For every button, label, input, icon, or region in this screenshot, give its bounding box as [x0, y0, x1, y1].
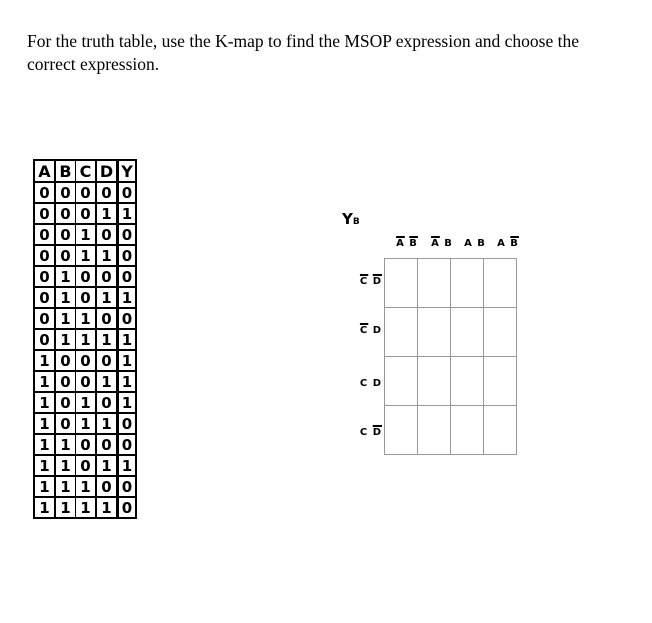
cell-b: 1 — [55, 455, 76, 476]
kmap-col-var-b: B — [477, 238, 486, 249]
kmap-row-header — [356, 378, 386, 389]
cell-c: 1 — [76, 329, 97, 350]
cell-y: 0 — [118, 245, 137, 266]
cell-a: 1 — [34, 434, 55, 455]
cell-c: 0 — [76, 350, 97, 371]
table-row — [34, 203, 136, 224]
cell-d: 0 — [96, 392, 118, 413]
cell-y: 0 — [118, 413, 137, 434]
kmap-row-var-d: D — [372, 378, 383, 389]
cell-a: 1 — [34, 455, 55, 476]
kmap-cell[interactable] — [484, 357, 517, 406]
cell-y: 1 — [118, 392, 137, 413]
table-row — [34, 476, 136, 497]
kmap-row-header — [356, 325, 386, 336]
cell-y: 1 — [118, 371, 137, 392]
cell-b: 0 — [55, 245, 76, 266]
cell-c: 0 — [76, 182, 97, 203]
kmap-cell[interactable] — [418, 308, 451, 357]
cell-c: 0 — [76, 266, 97, 287]
cell-d: 1 — [96, 413, 118, 434]
table-row — [34, 350, 136, 371]
kmap-row-header — [356, 427, 386, 438]
truth-table-header-row — [34, 160, 136, 182]
cell-a: 0 — [34, 308, 55, 329]
kmap-row-var-c: C — [359, 427, 369, 438]
kmap-cell[interactable] — [451, 259, 484, 308]
cell-b: 1 — [55, 287, 76, 308]
cell-a: 0 — [34, 203, 55, 224]
cell-y: 1 — [118, 203, 137, 224]
header-b: B — [55, 160, 76, 182]
kmap-cell[interactable] — [385, 357, 418, 406]
cell-c: 0 — [76, 371, 97, 392]
kmap-cell[interactable] — [418, 357, 451, 406]
cell-b: 0 — [55, 392, 76, 413]
kmap-title-sub: B — [352, 217, 360, 227]
kmap-row — [385, 259, 517, 308]
kmap-title — [342, 210, 360, 228]
cell-d: 1 — [96, 245, 118, 266]
cell-c: 0 — [76, 434, 97, 455]
kmap-cell[interactable] — [418, 406, 451, 455]
header-a: A — [34, 160, 55, 182]
cell-c: 1 — [76, 224, 97, 245]
table-row — [34, 245, 136, 266]
kmap-col-var-a: A — [464, 238, 473, 249]
kmap-cell[interactable] — [451, 357, 484, 406]
cell-c: 1 — [76, 392, 97, 413]
kmap-cell[interactable] — [484, 406, 517, 455]
cell-y: 0 — [118, 497, 137, 518]
cell-y: 1 — [118, 329, 137, 350]
cell-d: 0 — [96, 308, 118, 329]
cell-c: 0 — [76, 287, 97, 308]
cell-a: 1 — [34, 371, 55, 392]
cell-d: 1 — [96, 203, 118, 224]
kmap-col-var-a: $\overline{A}$ — [396, 238, 405, 249]
table-row — [34, 434, 136, 455]
cell-b: 0 — [55, 182, 76, 203]
cell-a: 1 — [34, 350, 55, 371]
cell-y: 1 — [118, 287, 137, 308]
table-row — [34, 308, 136, 329]
kmap-col-var-b: $\overline{B}$ — [510, 238, 519, 249]
kmap-row-var-d: $\overline{D}$ — [372, 276, 383, 287]
cell-b: 0 — [55, 350, 76, 371]
cell-y: 0 — [118, 224, 137, 245]
cell-b: 1 — [55, 266, 76, 287]
table-row — [34, 392, 136, 413]
cell-d: 0 — [96, 434, 118, 455]
cell-c: 1 — [76, 497, 97, 518]
kmap-title-main: Y — [342, 210, 353, 228]
kmap-cell[interactable] — [484, 259, 517, 308]
cell-c: 0 — [76, 203, 97, 224]
cell-a: 0 — [34, 182, 55, 203]
cell-y: 0 — [118, 476, 137, 497]
cell-b: 0 — [55, 371, 76, 392]
kmap-cell[interactable] — [451, 406, 484, 455]
table-row — [34, 329, 136, 350]
cell-c: 0 — [76, 455, 97, 476]
header-d: D — [96, 160, 118, 182]
question-text: For the truth table, use the K-map to find the MSOP expression and choose the correct expression. — [27, 31, 579, 74]
kmap-col-var-b: B — [444, 238, 453, 249]
table-row — [34, 371, 136, 392]
kmap-cell[interactable] — [418, 259, 451, 308]
kmap-row — [385, 357, 517, 406]
cell-a: 0 — [34, 329, 55, 350]
cell-b: 1 — [55, 329, 76, 350]
cell-y: 0 — [118, 266, 137, 287]
cell-b: 1 — [55, 476, 76, 497]
kmap-cell[interactable] — [451, 308, 484, 357]
cell-d: 1 — [96, 371, 118, 392]
kmap-row — [385, 406, 517, 455]
table-row — [34, 224, 136, 245]
header-c: C — [76, 160, 97, 182]
cell-y: 0 — [118, 434, 137, 455]
kmap-cell[interactable] — [484, 308, 517, 357]
cell-c: 1 — [76, 245, 97, 266]
cell-y: 0 — [118, 182, 137, 203]
cell-d: 1 — [96, 287, 118, 308]
kmap-row-var-c: $\overline{C}$ — [359, 276, 369, 287]
cell-a: 0 — [34, 245, 55, 266]
cell-a: 1 — [34, 413, 55, 434]
cell-d: 0 — [96, 224, 118, 245]
kmap-cell[interactable] — [385, 259, 418, 308]
table-row — [34, 182, 136, 203]
cell-d: 1 — [96, 329, 118, 350]
kmap-grid — [384, 258, 517, 455]
table-row — [34, 287, 136, 308]
cell-a: 0 — [34, 266, 55, 287]
cell-y: 1 — [118, 350, 137, 371]
cell-b: 0 — [55, 203, 76, 224]
cell-d: 0 — [96, 266, 118, 287]
cell-c: 1 — [76, 308, 97, 329]
table-row — [34, 497, 136, 518]
cell-b: 1 — [55, 434, 76, 455]
header-y: Y — [118, 160, 137, 182]
kmap-col-header — [483, 238, 533, 249]
kmap-row-var-d: $\overline{D}$ — [372, 427, 383, 438]
cell-d: 0 — [96, 476, 118, 497]
cell-d: 0 — [96, 350, 118, 371]
kmap-cell[interactable] — [385, 406, 418, 455]
kmap-col-var-a: $\overline{A}$ — [431, 238, 440, 249]
kmap-cell[interactable] — [385, 308, 418, 357]
cell-d: 1 — [96, 455, 118, 476]
kmap-col-var-b: $\overline{B}$ — [409, 238, 418, 249]
cell-a: 1 — [34, 497, 55, 518]
cell-c: 1 — [76, 413, 97, 434]
cell-b: 1 — [55, 308, 76, 329]
cell-b: 1 — [55, 497, 76, 518]
kmap-row-header — [356, 276, 386, 287]
table-row — [34, 413, 136, 434]
cell-b: 0 — [55, 413, 76, 434]
cell-d: 1 — [96, 497, 118, 518]
cell-a: 1 — [34, 476, 55, 497]
cell-b: 0 — [55, 224, 76, 245]
cell-a: 0 — [34, 287, 55, 308]
kmap-row-var-d: D — [372, 325, 383, 336]
cell-c: 1 — [76, 476, 97, 497]
table-row — [34, 266, 136, 287]
kmap-row-var-c: $\overline{C}$ — [359, 325, 369, 336]
kmap-row — [385, 308, 517, 357]
table-row — [34, 455, 136, 476]
kmap-col-var-a: A — [497, 238, 506, 249]
cell-d: 0 — [96, 182, 118, 203]
cell-y: 1 — [118, 455, 137, 476]
cell-a: 0 — [34, 224, 55, 245]
cell-a: 1 — [34, 392, 55, 413]
truth-table — [33, 159, 137, 519]
cell-y: 0 — [118, 308, 137, 329]
kmap-row-var-c: C — [359, 378, 369, 389]
